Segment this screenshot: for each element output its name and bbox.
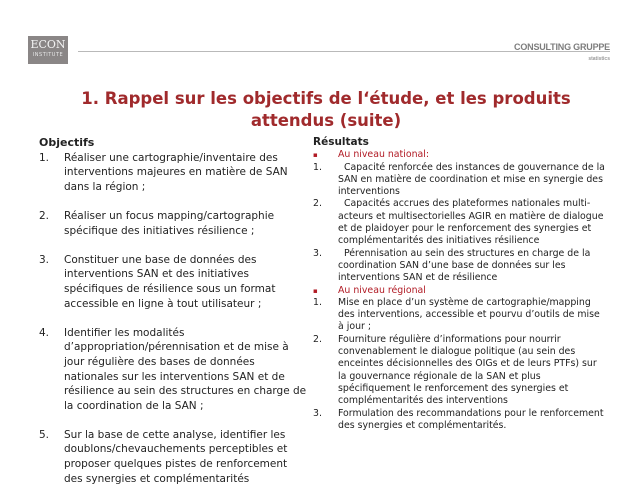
regional-level-heading	[313, 285, 605, 297]
brand-subtitle: statistics	[588, 56, 610, 62]
resultat-item	[313, 408, 605, 433]
square-bullet-icon: ▪	[313, 151, 318, 160]
resultat-item	[313, 162, 605, 199]
regional-level-label: Au niveau régional	[338, 284, 426, 296]
resultat-item	[313, 297, 605, 334]
resultats-heading: Résultats	[313, 136, 369, 148]
square-bullet-icon: ▪	[313, 286, 318, 295]
resultat-text: Formulation des recommandations pour le renforcement des synergies et complémentarités.	[338, 407, 604, 431]
objectif-item	[39, 428, 307, 486]
resultat-text: Pérennisation au sein des structures en charge de la coordination SAN d’une base de données sur les interventions SAN et de résilience	[338, 247, 591, 284]
slide-title	[40, 88, 612, 132]
resultat-text: Fourniture régulière d’informations pour nourrir convenablement le dialogue politique (au sein des enceintes décisionnelles des OIGs et de leurs PTFs) sur la gouvernance régionale de la SAN et plus spécifiquement le renforcement des synergies et complémentarités des interventions	[338, 333, 597, 407]
objectif-text: Sur la base de cette analyse, identifier les doublons/chevauchements perceptibles et proposer quelques pistes de renforcement des synergies et complémentarités	[64, 428, 288, 485]
objectif-number: 5.	[39, 428, 50, 441]
national-level-label: Au niveau national:	[338, 149, 430, 161]
resultats-column	[313, 136, 605, 432]
objectif-item	[39, 209, 307, 238]
objectif-text: Constituer une base de données des interventions SAN et des initiatives spécifiques de résilience sous un format accessible en ligne à tout utilisateur ;	[64, 253, 276, 310]
objectif-item	[39, 253, 307, 311]
objectif-item	[39, 151, 307, 195]
slide-title-line-1: 1. Rappel sur les objectifs de l‘étude, et les produits	[81, 89, 571, 108]
resultat-text: Mise en place d’un système de cartographie/mapping des interventions, accessible et pourvu d’outils de mise à jour ;	[338, 296, 600, 333]
resultat-item	[313, 334, 605, 408]
objectifs-heading: Objectifs	[39, 136, 95, 149]
objectif-number: 3.	[39, 253, 50, 266]
logo-subtext: INSTITUTE	[32, 52, 64, 58]
objectif-text: Réaliser une cartographie/inventaire des interventions majeures en matière de SAN dans la région ;	[64, 151, 288, 193]
resultat-text: Capacité renforcée des instances de gouvernance de la SAN en matière de coordination et mise en synergie des interventions	[338, 161, 605, 198]
objectif-number: 1.	[39, 151, 50, 164]
resultat-item	[313, 198, 605, 247]
resultat-number: 2.	[313, 198, 322, 210]
objectif-number: 2.	[39, 209, 50, 222]
resultat-item	[313, 248, 605, 285]
objectifs-column	[39, 136, 307, 486]
objectif-text: Identifier les modalités d’appropriation/pérennisation et de mise à jour régulière des bases de données nationales sur les interventions SAN et de résilience au sein des structures en charge de la coordination de la SAN ;	[64, 326, 307, 412]
resultat-number: 1.	[313, 296, 322, 308]
resultat-number: 1.	[313, 161, 322, 173]
slide-title-line-2: attendus (suite)	[250, 111, 402, 130]
objectif-text: Réaliser un focus mapping/cartographie spécifique des initiatives résilience ;	[64, 209, 275, 237]
logo-text: ECON	[30, 38, 66, 51]
resultat-number: 3.	[313, 407, 322, 419]
resultat-number: 3.	[313, 247, 322, 259]
objectif-item	[39, 326, 307, 414]
consulting-gruppe-brand: CONSULTING GRUPPE	[514, 42, 610, 52]
national-level-heading	[313, 149, 605, 161]
objectif-number: 4.	[39, 326, 50, 339]
resultat-number: 2.	[313, 333, 322, 345]
econ-logo	[28, 36, 68, 64]
resultat-text: Capacités accrues des plateformes nationales multi-acteurs et multisectorielles AGIR en matière de dialogue et de plaidoyer pour le renforcement des synergies et complémentarités des initiatives résilience	[338, 198, 604, 247]
